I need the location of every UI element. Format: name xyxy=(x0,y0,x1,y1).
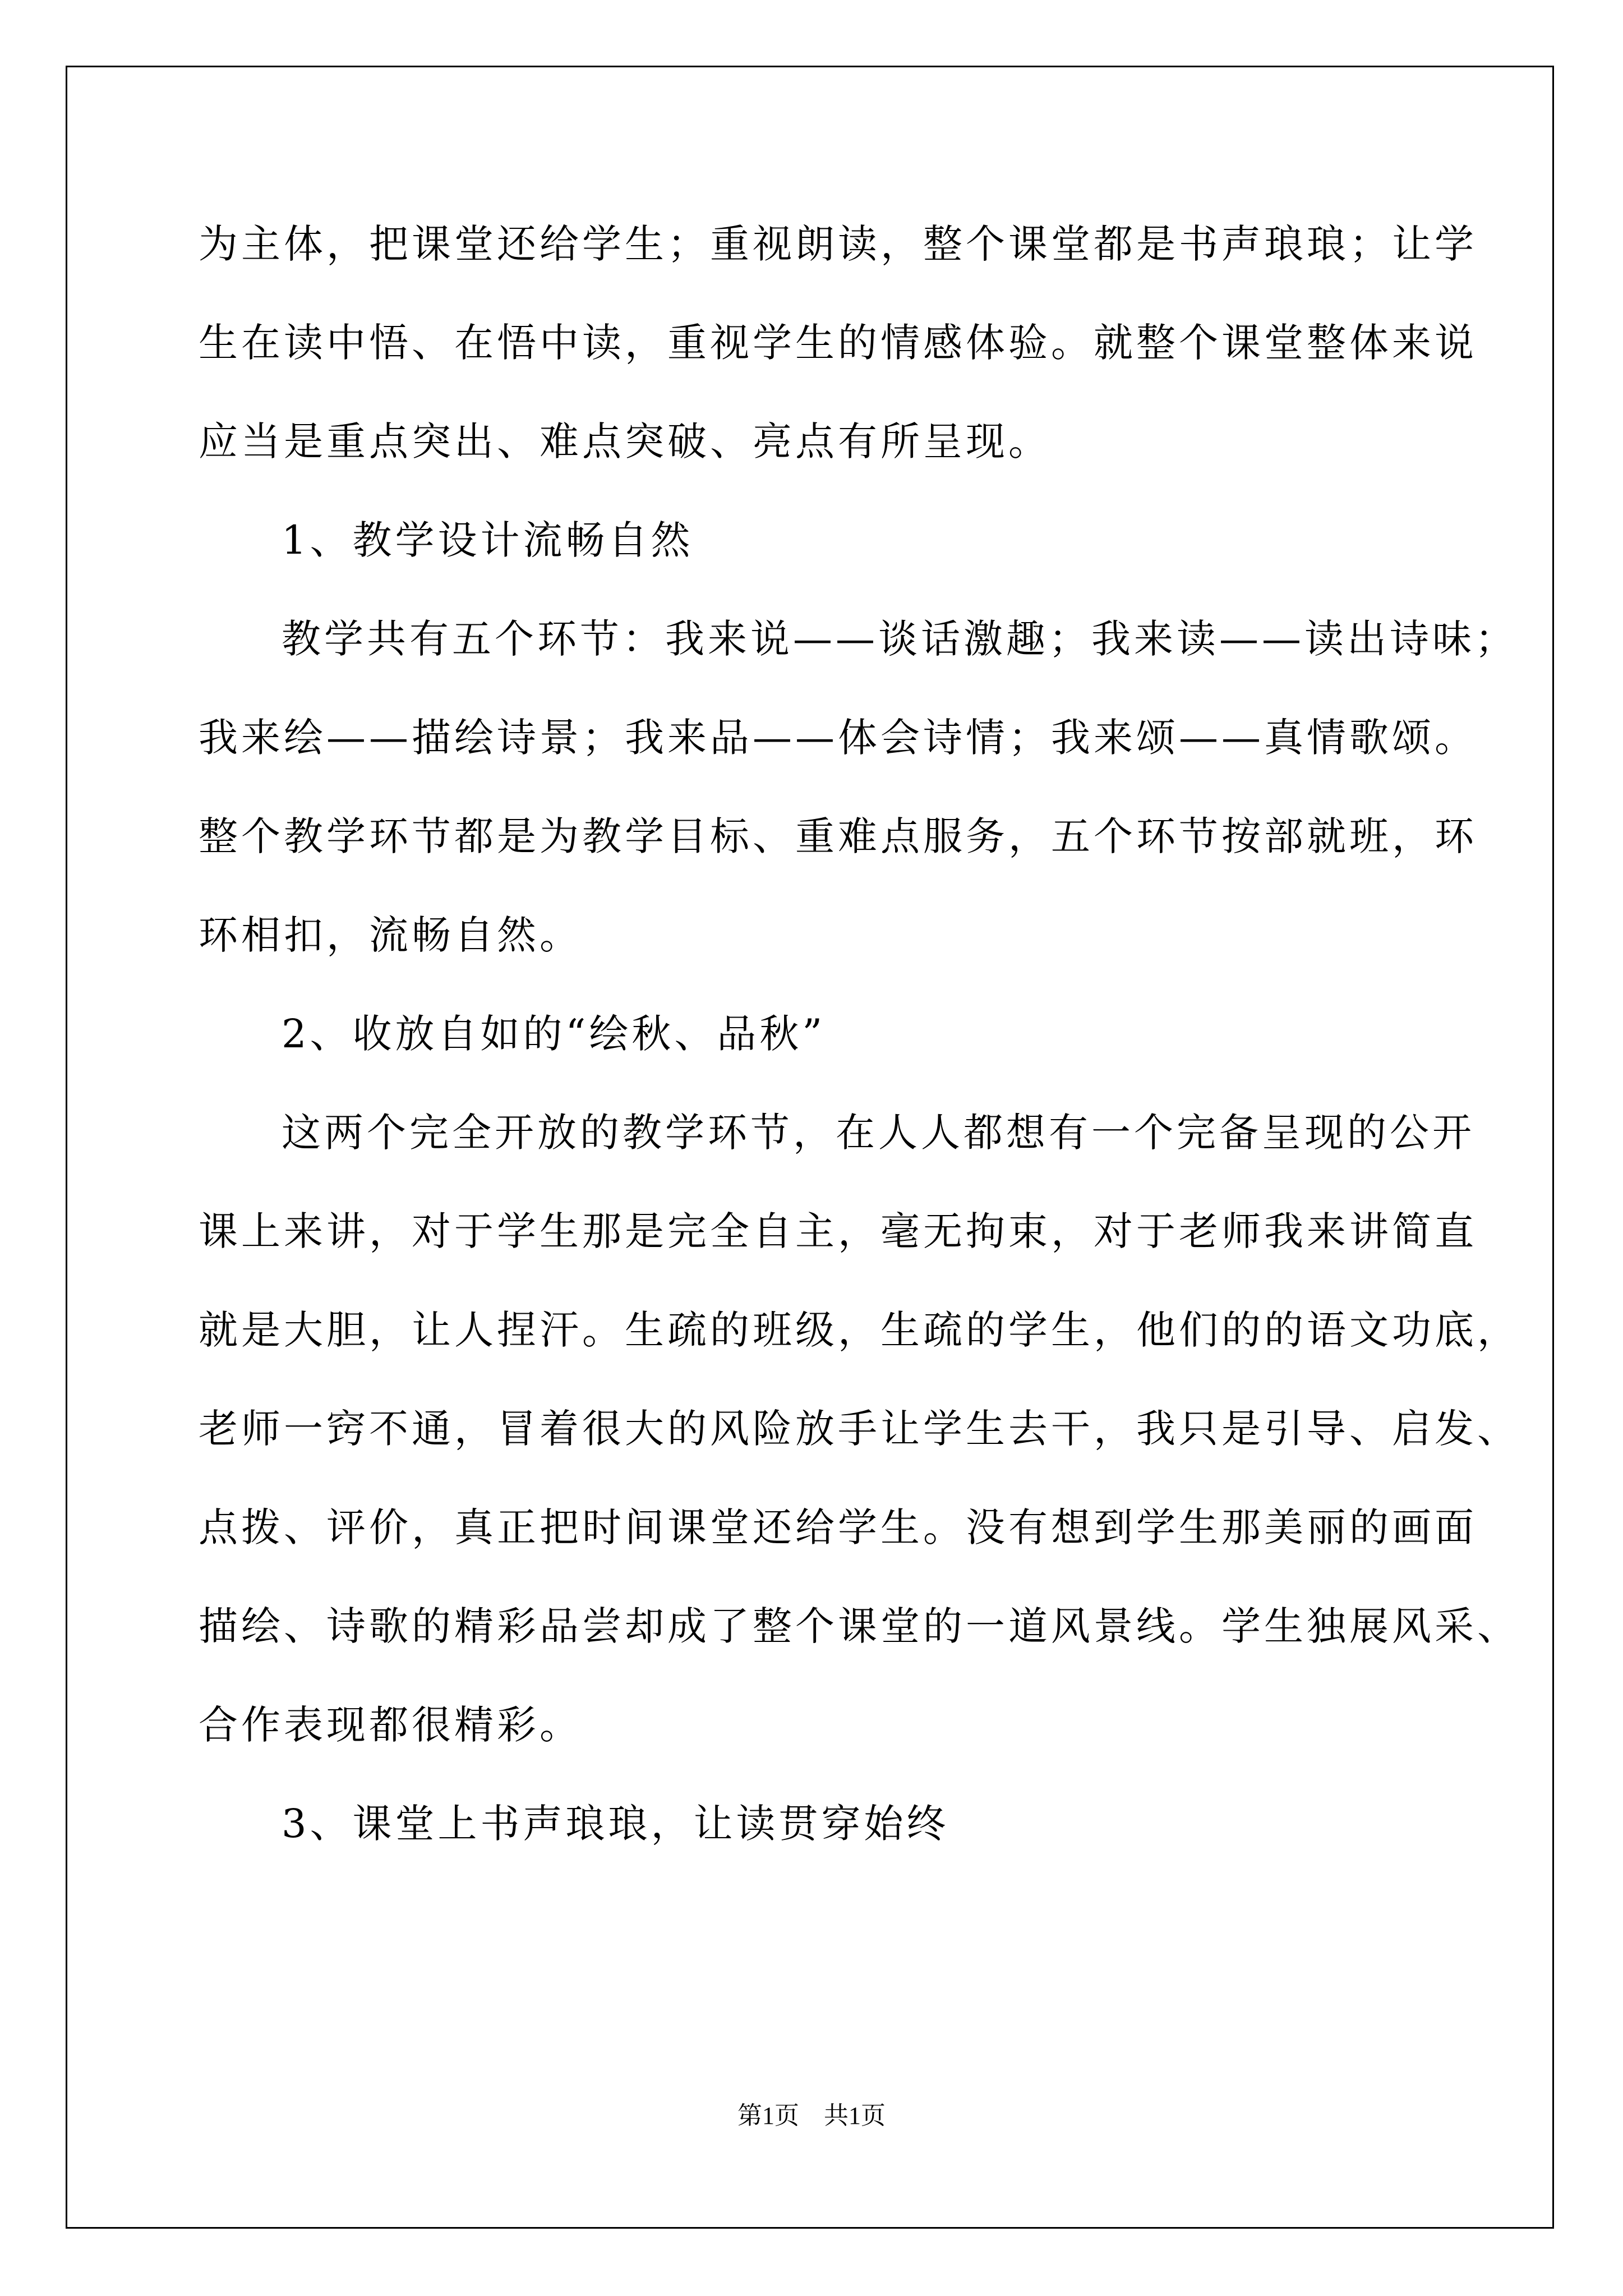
text-line: 课上来讲，对于学生那是完全自主，毫无拘束，对于老师我来讲简直 xyxy=(199,1208,1477,1254)
text-line: 我来绘——描绘诗景；我来品——体会诗情；我来颂——真情歌颂。 xyxy=(199,715,1477,761)
text-line: 就是大胆，让人捏汗。生疏的班级，生疏的学生，他们的的语文功底， xyxy=(199,1307,1520,1353)
text-line: 这两个完全开放的教学环节，在人人都想有一个完备呈现的公开 xyxy=(282,1110,1475,1156)
text-line: 描绘、诗歌的精彩品尝却成了整个课堂的一道风景线。学生独展风采、 xyxy=(199,1603,1520,1649)
text-line: 应当是重点突出、难点突破、亮点有所呈现。 xyxy=(199,418,1051,464)
page-footer: 第1页 共1页 xyxy=(737,2102,886,2129)
text-line: 合作表现都很精彩。 xyxy=(199,1702,582,1748)
text-line: 3、课堂上书声琅琅，让读贯穿始终 xyxy=(282,1801,949,1847)
text-line: 生在读中悟、在悟中读，重视学生的情感体验。就整个课堂整体来说 xyxy=(199,320,1477,366)
text-line: 2、收放自如的“绘秋、品秋” xyxy=(282,1011,826,1057)
text-line: 环相扣，流畅自然。 xyxy=(199,912,582,958)
text-line: 为主体，把课堂还给学生；重视朗读，整个课堂都是书声琅琅；让学 xyxy=(199,221,1477,267)
text-line: 整个教学环节都是为教学目标、重难点服务，五个环节按部就班，环 xyxy=(199,813,1477,859)
text-line: 1、教学设计流畅自然 xyxy=(282,517,694,563)
text-line: 老师一窍不通，冒着很大的风险放手让学生去干，我只是引导、启发、 xyxy=(199,1406,1520,1452)
document-body xyxy=(199,216,1520,1894)
text-line: 教学共有五个环节：我来说——谈话激趣；我来读——读出诗味； xyxy=(282,616,1518,662)
text-line: 点拨、评价，真正把时间课堂还给学生。没有想到学生那美丽的画面 xyxy=(199,1504,1477,1550)
